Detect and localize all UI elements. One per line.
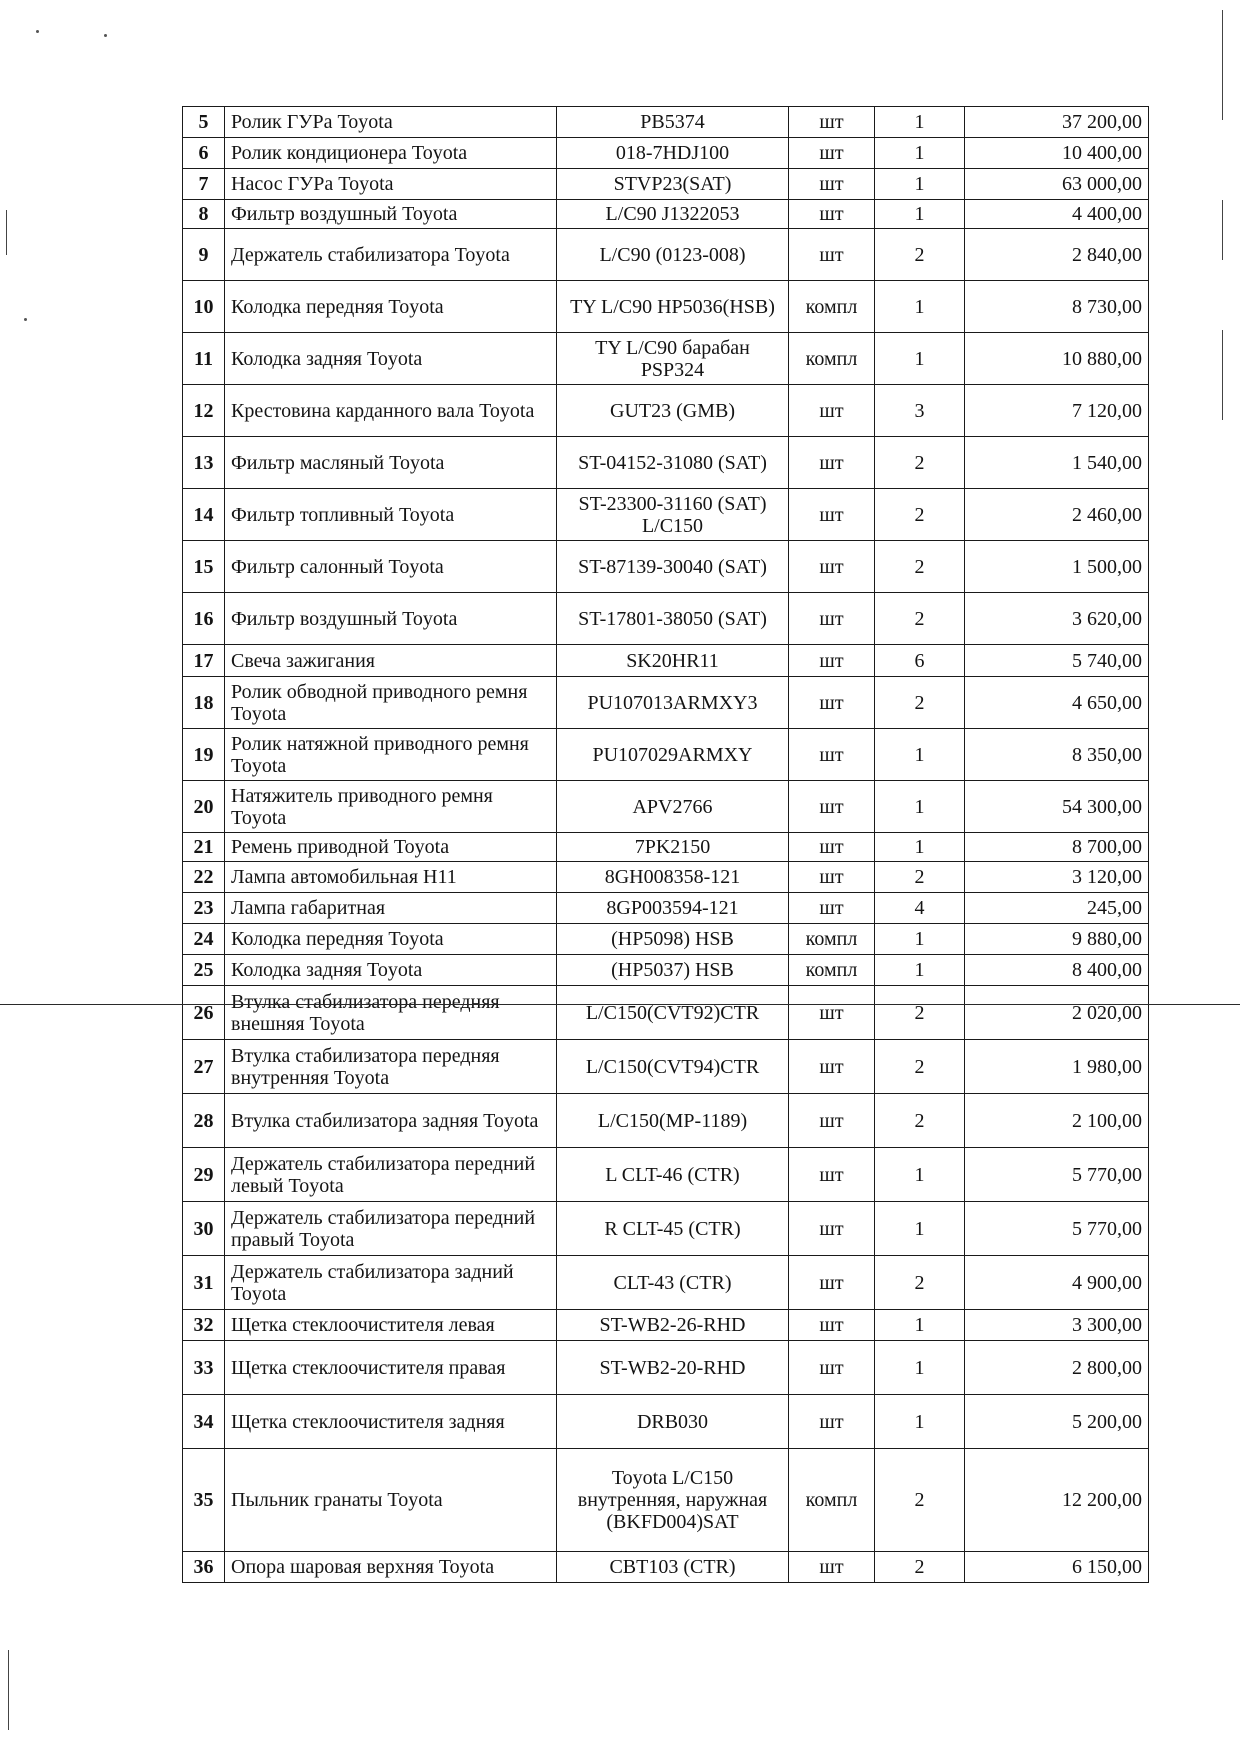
item-unit: шт (789, 1552, 875, 1583)
item-name: Ролик натяжной приводного ремня Toyota (225, 729, 557, 781)
table-row (183, 833, 1149, 862)
item-quantity: 1 (875, 281, 965, 333)
table-row (183, 1256, 1149, 1310)
item-name: Щетка стеклоочистителя левая (225, 1310, 557, 1341)
item-quantity: 2 (875, 862, 965, 893)
item-name: Держатель стабилизатора Toyota (225, 229, 557, 281)
row-number: 15 (183, 541, 225, 593)
item-amount: 1 540,00 (965, 437, 1149, 489)
item-name: Ролик обводной приводного ремня Toyota (225, 677, 557, 729)
table-row (183, 593, 1149, 645)
item-article: PB5374 (557, 107, 789, 138)
table-row (183, 229, 1149, 281)
parts-table-body (183, 107, 1149, 1583)
item-quantity: 4 (875, 893, 965, 924)
item-article: PU107029ARMXY (557, 729, 789, 781)
item-quantity: 2 (875, 1449, 965, 1552)
row-number: 12 (183, 385, 225, 437)
table-row (183, 1094, 1149, 1148)
table-row (183, 677, 1149, 729)
item-name: Держатель стабилизатора задний Toyota (225, 1256, 557, 1310)
item-quantity: 2 (875, 1552, 965, 1583)
table-row (183, 893, 1149, 924)
row-number: 30 (183, 1202, 225, 1256)
table-row (183, 924, 1149, 955)
item-amount: 63 000,00 (965, 169, 1149, 200)
item-unit: шт (789, 677, 875, 729)
table-row (183, 541, 1149, 593)
item-name: Ролик ГУРа Toyota (225, 107, 557, 138)
scan-edge-mark (1222, 10, 1223, 120)
item-name: Ролик кондиционера Toyota (225, 138, 557, 169)
row-number: 8 (183, 200, 225, 229)
item-quantity: 1 (875, 924, 965, 955)
row-number: 27 (183, 1040, 225, 1094)
row-number: 13 (183, 437, 225, 489)
item-quantity: 2 (875, 437, 965, 489)
item-article: (HP5037) HSB (557, 955, 789, 986)
item-amount: 5 740,00 (965, 645, 1149, 677)
item-name: Лампа габаритная (225, 893, 557, 924)
item-unit: шт (789, 437, 875, 489)
item-article: L/C90 (0123-008) (557, 229, 789, 281)
scan-speck (104, 34, 107, 37)
table-row (183, 489, 1149, 541)
table-row (183, 385, 1149, 437)
item-article: L/C150(MP-1189) (557, 1094, 789, 1148)
item-unit: шт (789, 781, 875, 833)
item-amount: 10 400,00 (965, 138, 1149, 169)
scan-edge-mark (6, 210, 7, 255)
item-article: CLT-43 (CTR) (557, 1256, 789, 1310)
item-unit: шт (789, 385, 875, 437)
row-number: 36 (183, 1552, 225, 1583)
item-name: Натяжитель приводного ремня Toyota (225, 781, 557, 833)
item-name: Держатель стабилизатора передний правый Toyota (225, 1202, 557, 1256)
item-name: Колодка передняя Toyota (225, 281, 557, 333)
item-name: Колодка задняя Toyota (225, 955, 557, 986)
table-row (183, 1449, 1149, 1552)
item-quantity: 2 (875, 1256, 965, 1310)
item-name: Фильтр масляный Toyota (225, 437, 557, 489)
item-amount: 3 120,00 (965, 862, 1149, 893)
table-row (183, 333, 1149, 385)
item-quantity: 2 (875, 229, 965, 281)
item-quantity: 1 (875, 1148, 965, 1202)
item-quantity: 1 (875, 333, 965, 385)
row-number: 5 (183, 107, 225, 138)
item-amount: 12 200,00 (965, 1449, 1149, 1552)
item-article: ST-WB2-20-RHD (557, 1341, 789, 1395)
item-article: ST-87139-30040 (SAT) (557, 541, 789, 593)
item-name: Свеча зажигания (225, 645, 557, 677)
item-article: ST-04152-31080 (SAT) (557, 437, 789, 489)
item-name: Фильтр салонный Toyota (225, 541, 557, 593)
parts-table (182, 106, 1149, 1583)
item-quantity: 2 (875, 541, 965, 593)
item-unit: шт (789, 1094, 875, 1148)
item-amount: 2 100,00 (965, 1094, 1149, 1148)
table-row (183, 955, 1149, 986)
table-row (183, 1148, 1149, 1202)
row-number: 32 (183, 1310, 225, 1341)
item-article: APV2766 (557, 781, 789, 833)
row-number: 22 (183, 862, 225, 893)
table-row (183, 1341, 1149, 1395)
item-unit: шт (789, 1310, 875, 1341)
item-unit: шт (789, 1256, 875, 1310)
table-row (183, 281, 1149, 333)
table-row (183, 1552, 1149, 1583)
table-row (183, 200, 1149, 229)
item-unit: шт (789, 893, 875, 924)
item-article: 018-7HDJ100 (557, 138, 789, 169)
row-number: 34 (183, 1395, 225, 1449)
item-amount: 2 020,00 (965, 986, 1149, 1040)
row-number: 19 (183, 729, 225, 781)
item-article: ST-17801-38050 (SAT) (557, 593, 789, 645)
item-quantity: 1 (875, 138, 965, 169)
table-row (183, 1202, 1149, 1256)
item-article: 8GP003594-121 (557, 893, 789, 924)
item-name: Щетка стеклоочистителя правая (225, 1341, 557, 1395)
item-quantity: 6 (875, 645, 965, 677)
item-amount: 1 980,00 (965, 1040, 1149, 1094)
item-quantity: 2 (875, 593, 965, 645)
item-article: STVP23(SAT) (557, 169, 789, 200)
item-name: Фильтр топливный Toyota (225, 489, 557, 541)
item-amount: 245,00 (965, 893, 1149, 924)
item-quantity: 2 (875, 1040, 965, 1094)
item-amount: 2 460,00 (965, 489, 1149, 541)
row-number: 33 (183, 1341, 225, 1395)
table-row (183, 729, 1149, 781)
row-number: 9 (183, 229, 225, 281)
item-quantity: 1 (875, 200, 965, 229)
item-article: 7PK2150 (557, 833, 789, 862)
table-row (183, 986, 1149, 1040)
item-article: ST-23300-31160 (SAT) L/C150 (557, 489, 789, 541)
item-unit: шт (789, 541, 875, 593)
table-row (183, 862, 1149, 893)
scan-edge-mark (1222, 200, 1223, 260)
item-article: TY L/C90 HP5036(HSB) (557, 281, 789, 333)
item-article: GUT23 (GMB) (557, 385, 789, 437)
scan-edge-mark (8, 1650, 9, 1730)
item-article: L/C90 J1322053 (557, 200, 789, 229)
item-quantity: 1 (875, 1341, 965, 1395)
item-name: Ремень приводной Toyota (225, 833, 557, 862)
row-number: 31 (183, 1256, 225, 1310)
item-name: Колодка передняя Toyota (225, 924, 557, 955)
table-row (183, 437, 1149, 489)
item-article: PU107013ARMXY3 (557, 677, 789, 729)
item-name: Фильтр воздушный Toyota (225, 593, 557, 645)
row-number: 17 (183, 645, 225, 677)
item-quantity: 1 (875, 781, 965, 833)
item-quantity: 2 (875, 986, 965, 1040)
item-article: L/C150(CVT94)CTR (557, 1040, 789, 1094)
item-amount: 8 400,00 (965, 955, 1149, 986)
scan-edge-mark (1222, 330, 1223, 420)
row-number: 11 (183, 333, 225, 385)
item-unit: шт (789, 200, 875, 229)
item-article: DRB030 (557, 1395, 789, 1449)
item-amount: 4 900,00 (965, 1256, 1149, 1310)
row-number: 21 (183, 833, 225, 862)
table-row (183, 1310, 1149, 1341)
item-quantity: 1 (875, 1202, 965, 1256)
row-number: 6 (183, 138, 225, 169)
item-name: Опора шаровая верхняя Toyota (225, 1552, 557, 1583)
row-number: 20 (183, 781, 225, 833)
item-quantity: 1 (875, 1310, 965, 1341)
row-number: 29 (183, 1148, 225, 1202)
item-unit: шт (789, 229, 875, 281)
item-amount: 7 120,00 (965, 385, 1149, 437)
item-quantity: 2 (875, 677, 965, 729)
item-amount: 3 300,00 (965, 1310, 1149, 1341)
table-row (183, 107, 1149, 138)
table-row (183, 169, 1149, 200)
item-name: Крестовина карданного вала Toyota (225, 385, 557, 437)
item-name: Держатель стабилизатора передний левый Toyota (225, 1148, 557, 1202)
scan-speck (36, 30, 39, 33)
item-quantity: 1 (875, 955, 965, 986)
row-number: 10 (183, 281, 225, 333)
item-unit: шт (789, 593, 875, 645)
item-quantity: 1 (875, 169, 965, 200)
item-unit: компл (789, 1449, 875, 1552)
row-number: 16 (183, 593, 225, 645)
item-article: ST-WB2-26-RHD (557, 1310, 789, 1341)
item-amount: 54 300,00 (965, 781, 1149, 833)
item-name: Втулка стабилизатора передняя внешняя Toyota (225, 986, 557, 1040)
item-unit: шт (789, 729, 875, 781)
item-article: Toyota L/C150 внутренняя, наружная (BKFD004)SAT (557, 1449, 789, 1552)
item-name: Насос ГУРа Toyota (225, 169, 557, 200)
scan-speck (24, 318, 27, 321)
item-quantity: 1 (875, 729, 965, 781)
item-unit: шт (789, 645, 875, 677)
item-article: (HP5098) HSB (557, 924, 789, 955)
item-amount: 3 620,00 (965, 593, 1149, 645)
table-row (183, 781, 1149, 833)
item-amount: 10 880,00 (965, 333, 1149, 385)
item-unit: шт (789, 862, 875, 893)
row-number: 28 (183, 1094, 225, 1148)
row-number: 35 (183, 1449, 225, 1552)
table-row (183, 138, 1149, 169)
item-article: R CLT-45 (CTR) (557, 1202, 789, 1256)
row-number: 7 (183, 169, 225, 200)
item-article: L CLT-46 (CTR) (557, 1148, 789, 1202)
item-article: 8GH008358-121 (557, 862, 789, 893)
item-amount: 5 770,00 (965, 1148, 1149, 1202)
item-article: L/C150(CVT92)CTR (557, 986, 789, 1040)
item-article: TY L/C90 барабан PSP324 (557, 333, 789, 385)
table-row (183, 645, 1149, 677)
item-amount: 2 800,00 (965, 1341, 1149, 1395)
item-unit: шт (789, 1040, 875, 1094)
item-amount: 9 880,00 (965, 924, 1149, 955)
item-unit: шт (789, 1202, 875, 1256)
item-amount: 8 730,00 (965, 281, 1149, 333)
item-amount: 8 700,00 (965, 833, 1149, 862)
item-unit: шт (789, 1148, 875, 1202)
row-number: 18 (183, 677, 225, 729)
item-quantity: 2 (875, 1094, 965, 1148)
item-quantity: 1 (875, 107, 965, 138)
item-name: Колодка задняя Toyota (225, 333, 557, 385)
item-unit: компл (789, 955, 875, 986)
item-unit: компл (789, 333, 875, 385)
item-name: Втулка стабилизатора передняя внутренняя Toyota (225, 1040, 557, 1094)
item-name: Фильтр воздушный Toyota (225, 200, 557, 229)
item-quantity: 1 (875, 1395, 965, 1449)
row-number: 24 (183, 924, 225, 955)
row-number: 14 (183, 489, 225, 541)
item-name: Лампа автомобильная H11 (225, 862, 557, 893)
item-amount: 5 200,00 (965, 1395, 1149, 1449)
scan-artifact-line (0, 1004, 1240, 1005)
item-unit: компл (789, 281, 875, 333)
item-unit: шт (789, 169, 875, 200)
item-article: SK20HR11 (557, 645, 789, 677)
table-row (183, 1395, 1149, 1449)
item-quantity: 3 (875, 385, 965, 437)
item-unit: шт (789, 986, 875, 1040)
item-amount: 4 650,00 (965, 677, 1149, 729)
item-name: Пыльник гранаты Toyota (225, 1449, 557, 1552)
item-amount: 6 150,00 (965, 1552, 1149, 1583)
item-unit: шт (789, 107, 875, 138)
item-article: CBT103 (CTR) (557, 1552, 789, 1583)
item-name: Щетка стеклоочистителя задняя (225, 1395, 557, 1449)
row-number: 26 (183, 986, 225, 1040)
item-unit: шт (789, 138, 875, 169)
item-unit: шт (789, 489, 875, 541)
item-amount: 8 350,00 (965, 729, 1149, 781)
item-name: Втулка стабилизатора задняя Toyota (225, 1094, 557, 1148)
item-unit: компл (789, 924, 875, 955)
item-unit: шт (789, 1341, 875, 1395)
item-amount: 4 400,00 (965, 200, 1149, 229)
item-unit: шт (789, 833, 875, 862)
row-number: 25 (183, 955, 225, 986)
item-amount: 5 770,00 (965, 1202, 1149, 1256)
item-quantity: 1 (875, 833, 965, 862)
item-amount: 37 200,00 (965, 107, 1149, 138)
item-unit: шт (789, 1395, 875, 1449)
row-number: 23 (183, 893, 225, 924)
item-amount: 1 500,00 (965, 541, 1149, 593)
item-quantity: 2 (875, 489, 965, 541)
item-amount: 2 840,00 (965, 229, 1149, 281)
table-row (183, 1040, 1149, 1094)
